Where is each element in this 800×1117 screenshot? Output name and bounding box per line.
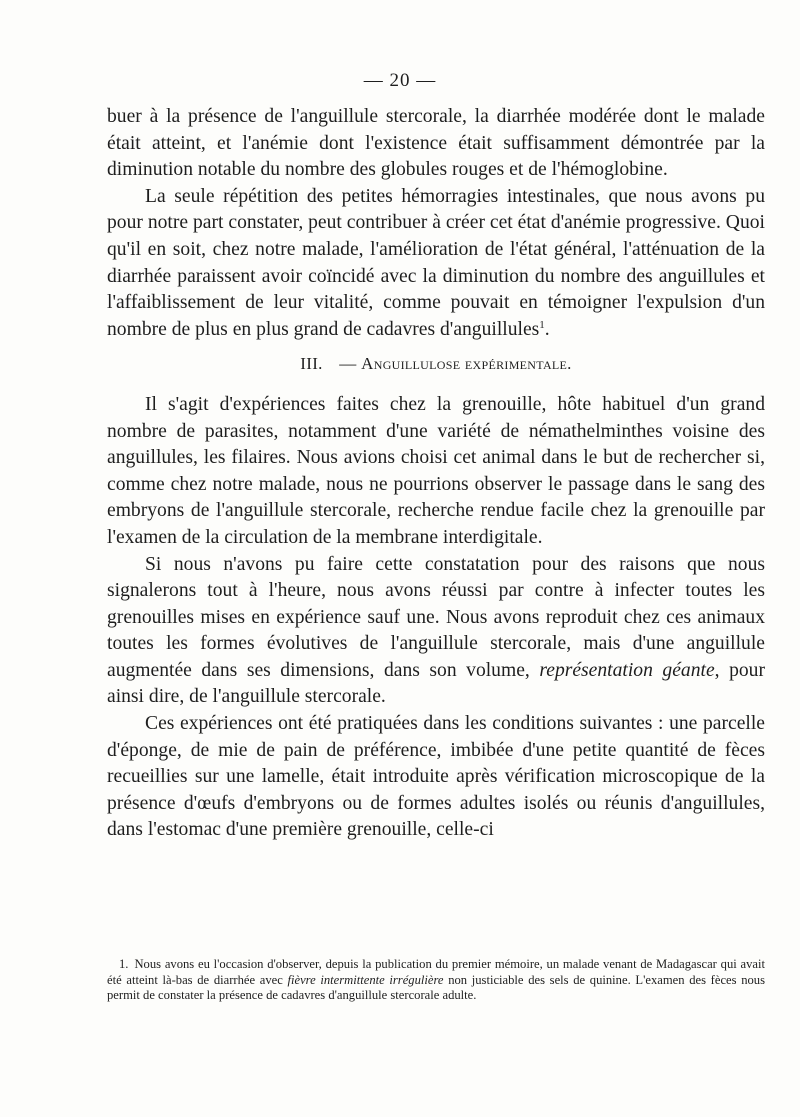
footnote-text-end: non justiciable des sels de quinine. L'examen des fèces nous permit de constater la présence de cadavres d'anguillule stercorale adulte. [107, 972, 765, 1003]
paragraph-2-end: . [544, 318, 550, 340]
paragraph-3: Il s'agit d'expériences faites chez la grenouille, hôte habituel d'un grand nombre de parasites, notamment d'une variété de némathelminthes voisine des anguillules, les filaires. Nous avions choisi cet animal dans le but de rechercher si, comme chez notre malade, nous ne pourrions observer le passage dans le sang des embryons de l'anguillule stercorale, recherche rendue facile chez la grenouille par l'examen de la circulation de la membrane interdigitale. [107, 393, 765, 548]
paragraph-4 [107, 552, 765, 712]
footnote-number: 1. [119, 957, 129, 971]
paragraph-2 [107, 184, 765, 344]
body-text [107, 104, 765, 844]
paragraph-4-end: , pour ainsi dire, de l'anguillule stercorale. [107, 659, 765, 708]
page-number: — 20 — [363, 70, 437, 91]
footnote-text-italic: fièvre intermittente irrégulière [287, 972, 444, 987]
paragraph-5: Ces expériences ont été pratiquées dans les conditions suivantes : une parcelle d'éponge, de mie de pain de préférence, imbibée d'une petite quantité de fèces recueillies sur une lamelle, était introduite après vérification microscopique de la présence d'œufs d'embryons ou de formes adultes isolés ou réunis d'anguillules, dans l'estomac d'une première grenouille, celle-ci [107, 713, 765, 841]
footnote [107, 957, 765, 1004]
paragraph-1: buer à la présence de l'anguillule stercorale, la diarrhée modérée dont le malade était atteint, et l'anémie dont l'existence était suffisamment démontrée par la diminution notable du nombre des globules rouges et de l'hémoglobine. [107, 106, 765, 181]
section-title: Anguillulose expérimentale. [361, 354, 572, 374]
section-numeral: III. [300, 354, 323, 374]
paragraph-2-text: La seule répétition des petites hémorragies intestinales, que nous avons pu pour notre part constater, peut contribuer à créer cet état d'anémie progressive. Quoi qu'il en soit, chez notre malade, l'amélioration de l'état général, l'atténuation de la diarrhée paraissent avoir coïncidé avec la diminution du nombre des anguillules et l'affaiblissement de leur vitalité, comme pouvait en témoigner l'expulsion d'un nombre de plus en plus grand de cadavres d'anguillules [107, 185, 765, 340]
section-heading [107, 351, 765, 378]
footnote-reference: 1 [539, 318, 545, 331]
paragraph-4-start: Si nous n'avons pu faire cette constatation pour des raisons que nous signalerons tout à l'heure, nous avons réussi par contre à infecter toutes les grenouilles mises en expérience sauf une. Nous avons reproduit chez ces animaux toutes les formes évolutives de l'anguillule stercorale, mais d'une anguillule augmentée dans ses dimensions, dans son volume, [107, 553, 765, 681]
paragraph-4-italic: représentation géante [539, 659, 715, 681]
footnote-text-start: Nous avons eu l'occasion d'observer, depuis la publication du premier mémoire, un malade venant de Madagascar qui avait été atteint là-bas de diarrhée avec [107, 957, 765, 987]
section-dash: — [339, 354, 357, 374]
